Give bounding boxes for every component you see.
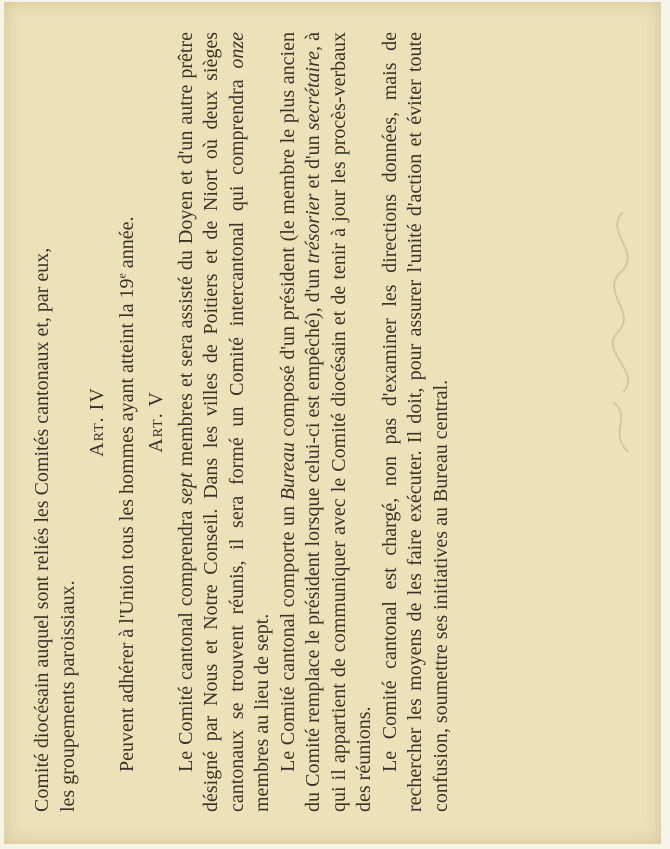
article-4-heading: Art. IV bbox=[86, 387, 108, 457]
p2-part-b: composé d'un président (le membre le plus ancien du Comité remplace le président lorsque celui-ci est empêché), d'un bbox=[276, 32, 324, 812]
p2-emphasis-secretaire: secrétaire bbox=[302, 51, 324, 131]
p2-emphasis-bureau: Bureau bbox=[276, 442, 299, 501]
paper-sheet bbox=[4, 2, 661, 844]
intro-line-2: les groupements paroissiaux. bbox=[56, 580, 79, 812]
p1-part-c: membres au lieu de sept. bbox=[251, 613, 273, 812]
article-4-text-a: Peuvent adhérer à l'Union tous les hommes ayant atteint la bbox=[115, 303, 138, 772]
p2-part-c: et d'un bbox=[302, 130, 324, 194]
article-4-text bbox=[115, 32, 141, 812]
p1-part-a: Le Comité cantonal comprendra bbox=[174, 504, 197, 772]
article-5-paragraph-1 bbox=[174, 32, 276, 812]
pencil-annotation bbox=[593, 202, 653, 462]
p1-part-b: membres et sera assisté du Doyen et d'un autre prêtre désigné par Nous et Notre Conseil. Dans les villes de Poitiers et de Niort où deux sièges cantonaux se trouvent réunis, il sera formé un Comité intercantonal qui comprendra bbox=[174, 32, 248, 812]
article-4-age-number: 19 bbox=[115, 278, 138, 299]
p2-part-a: Le Comité cantonal comporte un bbox=[276, 500, 299, 772]
article-4-age-suffix: e bbox=[113, 273, 128, 279]
p1-emphasis-sept: sept bbox=[174, 472, 197, 505]
intro-line-1: Comité diocésain auquel sont reliés les Comités cantonaux et, par eux, bbox=[31, 247, 53, 812]
p2-emphasis-tresorier: trésorier bbox=[302, 193, 324, 264]
article-5-heading: Art. V bbox=[145, 391, 167, 453]
article-5-paragraph-3: Le Comité cantonal est chargé, non pas d'examiner les directions données, mais de rechercher les moyens de les faire exécuter. Il doit, pour assurer l'unité d'action et éviter toute confusion, soumettre ses initiatives au Bureau central. bbox=[378, 32, 452, 812]
article-4-text-rest: année. bbox=[115, 216, 138, 274]
p1-emphasis-onze: onze bbox=[225, 32, 248, 69]
p2-part-d: , à qui il appartient de communiquer avec le Comité diocésain et de tenir à jour les procès-verbaux des réunions. bbox=[302, 32, 375, 812]
article-5-paragraph-2 bbox=[276, 32, 378, 812]
rotated-text-block bbox=[30, 32, 506, 812]
